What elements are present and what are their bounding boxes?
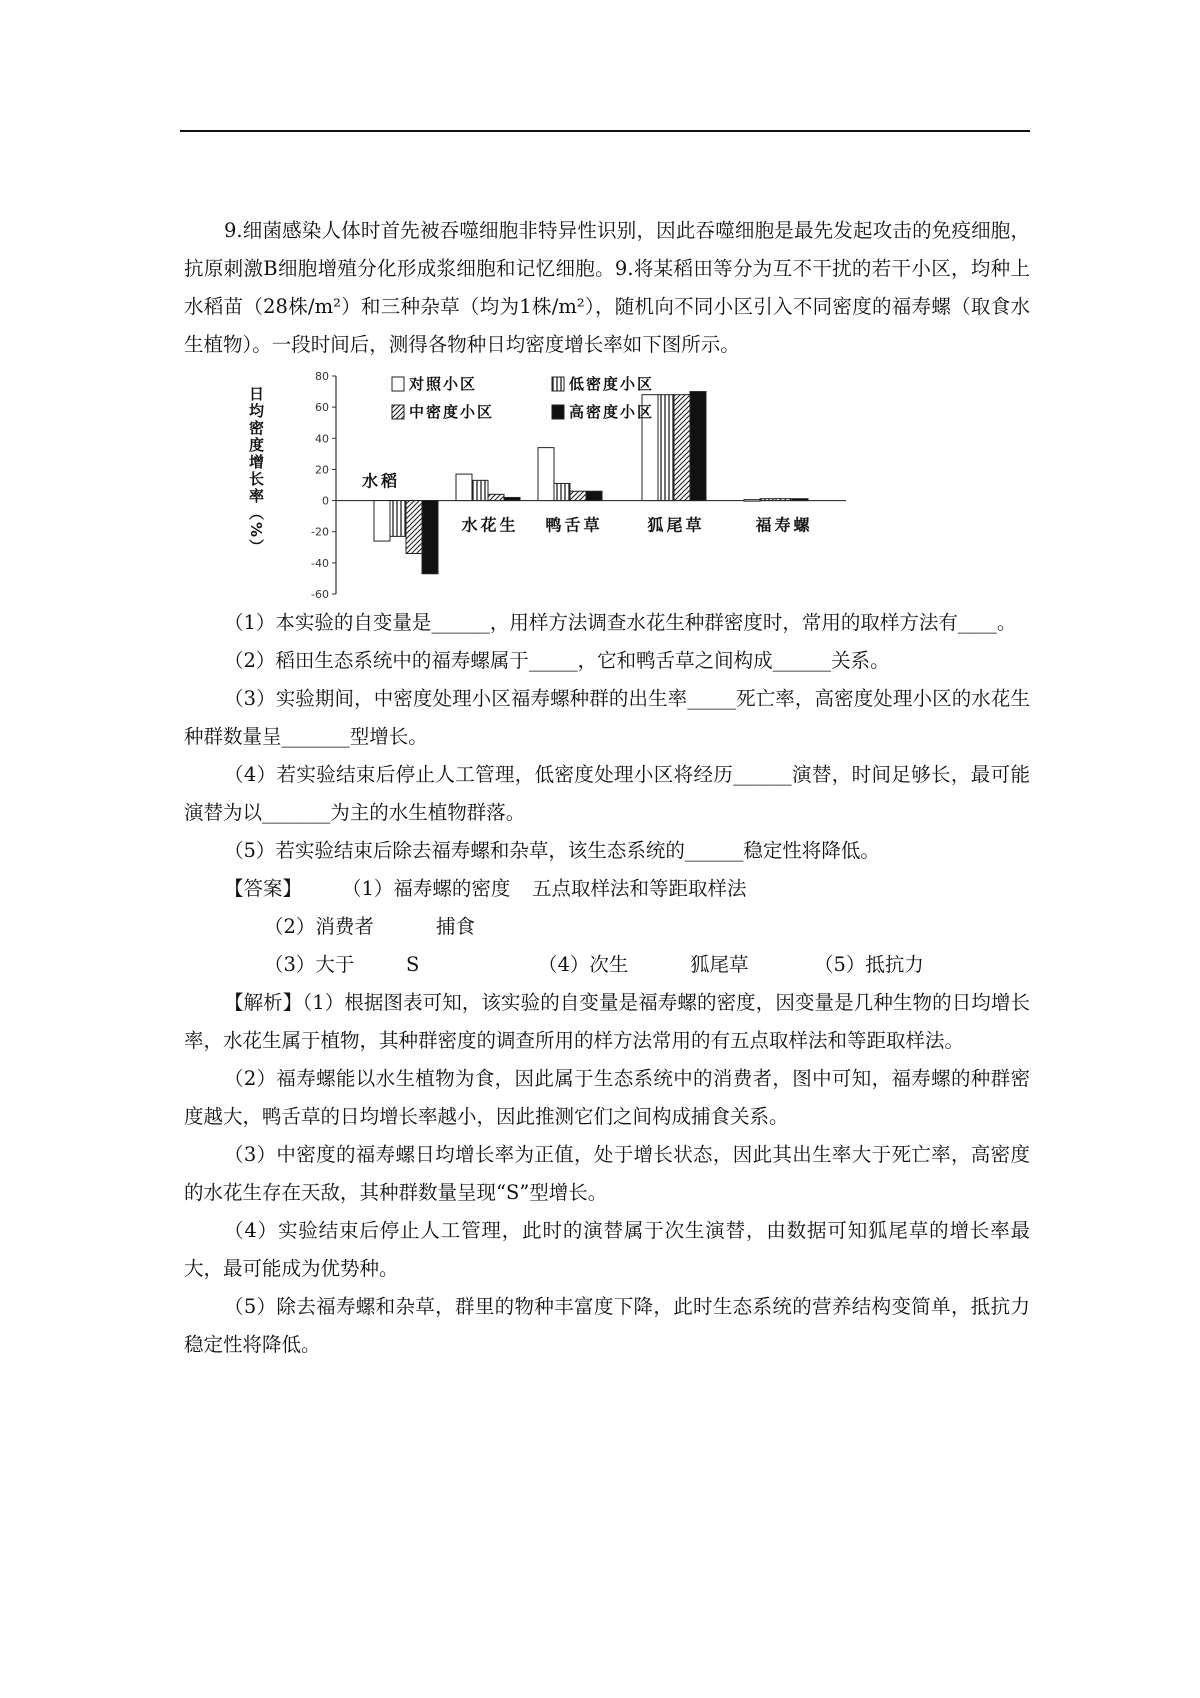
answer-1b: 五点取样法和等距取样法 — [532, 877, 747, 900]
answer-4b: 狐尾草 — [690, 953, 749, 976]
legend-swatch — [552, 405, 564, 419]
question-2: （2）稻田生态系统中的福寿螺属于_____，它和鸭舌草之间构成______关系。 — [224, 649, 890, 672]
bar — [488, 494, 504, 500]
category-label: 狐尾草 — [647, 515, 705, 535]
legend-swatch — [392, 377, 404, 391]
bar — [406, 501, 422, 554]
answer-1: （1）福寿螺的密度 — [342, 877, 511, 900]
analysis-2: （2）福寿螺能以水生植物为食，因此属于生态系统中的消费者，图中可知，福寿螺的种群密度越大，鸭舌草的日均增长率越小，因此推测它们之间构成捕食关系。 — [184, 1067, 1030, 1128]
bar — [776, 499, 792, 501]
bar — [504, 497, 520, 500]
bar — [472, 480, 488, 500]
answer-4: （4）次生 — [538, 953, 629, 976]
category-label: 鸭舌草 — [545, 515, 603, 535]
bar — [554, 483, 570, 500]
bar-chart — [184, 366, 1030, 604]
intro-paragraph: 9.细菌感染人体时首先被吞噬细胞非特异性识别，因此吞噬细胞是最先发起攻击的免疫细胞，抗原刺激B细胞增殖分化形成浆细胞和记忆细胞。9.将某稻田等分为互不干扰的若干小区，均种上水稻苗（28株/m²）和三种杂草（均为1株/m²），随机向不同小区引入不同密度的福寿螺（取食水生植物）。一段时间后，测得各物种日均密度增长率如下图所示。 — [184, 219, 1030, 356]
answer-2b: 捕食 — [436, 915, 476, 938]
answer-line-2 — [184, 908, 1030, 946]
legend-swatch — [392, 405, 404, 419]
bar — [422, 501, 438, 574]
answer-3b: S — [406, 953, 420, 976]
legend-label: 低密度小区 — [569, 375, 655, 393]
bar — [538, 448, 554, 501]
analysis-5: （5）除去福寿螺和杂草，群里的物种丰富度下降，此时生态系统的营养结构变简单，抵抗力稳定性将降低。 — [184, 1295, 1030, 1356]
y-tick-label: 40 — [315, 432, 329, 446]
bar — [744, 500, 760, 502]
category-label: 福寿螺 — [755, 515, 813, 535]
chart-svg — [244, 366, 864, 604]
y-tick-label: -40 — [311, 556, 329, 570]
bar — [586, 491, 602, 500]
y-tick-label: 0 — [322, 494, 329, 508]
y-tick-label: 80 — [315, 370, 329, 383]
bar — [690, 392, 706, 501]
question-4: （4）若实验结束后停止人工管理，低密度处理小区将经历______演替，时间足够长，最可能演替为以_______为主的水生植物群落。 — [184, 763, 1030, 824]
bar — [570, 491, 586, 500]
analysis-4: （4）实验结束后停止人工管理，此时的演替属于次生演替，由数据可知狐尾草的增长率最大，最可能成为优势种。 — [184, 1219, 1030, 1280]
answer-line-3 — [184, 946, 1030, 984]
header-rule — [180, 130, 1030, 132]
answer-5: （5）抵抗力 — [814, 953, 924, 976]
bar — [792, 499, 808, 501]
category-label: 水稻 — [361, 471, 401, 491]
answer-line-1 — [184, 870, 1030, 908]
analysis-3: （3）中密度的福寿螺日均增长率为正值，处于增长状态，因此其出生率大于死亡率，高密度的水花生存在天敌，其种群数量呈现“S”型增长。 — [184, 1143, 1030, 1204]
y-tick-label: 20 — [315, 463, 329, 477]
legend-label: 中密度小区 — [409, 403, 495, 421]
question-3: （3）实验期间，中密度处理小区福寿螺种群的出生率_____死亡率，高密度处理小区的水花生种群数量呈_______型增长。 — [184, 687, 1030, 748]
analysis-1 — [184, 984, 1030, 1060]
legend-swatch — [552, 377, 564, 391]
answer-2: （2）消费者 — [264, 915, 374, 938]
answer-label: 【答案】 — [224, 877, 303, 900]
y-axis-label: 日均密度增长率（%） — [247, 386, 265, 557]
document-body — [184, 212, 1030, 1364]
analysis-1-text: （1）根据图表可知，该实验的自变量是福寿螺的密度，因变量是几种生物的日均增长率，水花生属于植物，其种群密度的调查所用的样方法常用的有五点取样法和等距取样法。 — [184, 991, 1030, 1052]
analysis-label: 【解析】 — [224, 991, 303, 1014]
bar — [374, 501, 390, 541]
category-label: 水花生 — [461, 515, 519, 535]
answer-3: （3）大于 — [264, 953, 355, 976]
legend-label: 高密度小区 — [569, 403, 655, 421]
bar — [760, 499, 776, 501]
y-tick-label: -60 — [311, 588, 329, 601]
bar — [456, 474, 472, 500]
legend-label: 对照小区 — [409, 375, 478, 393]
y-tick-label: -20 — [311, 525, 329, 539]
bar — [674, 395, 690, 501]
bar — [390, 501, 406, 537]
question-5: （5）若实验结束后除去福寿螺和杂草，该生态系统的______稳定性将降低。 — [224, 839, 880, 862]
y-tick-label: 60 — [315, 401, 329, 415]
bar — [658, 395, 674, 501]
question-1: （1）本实验的自变量是______，用样方法调查水花生种群密度时，常用的取样方法有____。 — [224, 611, 1017, 634]
